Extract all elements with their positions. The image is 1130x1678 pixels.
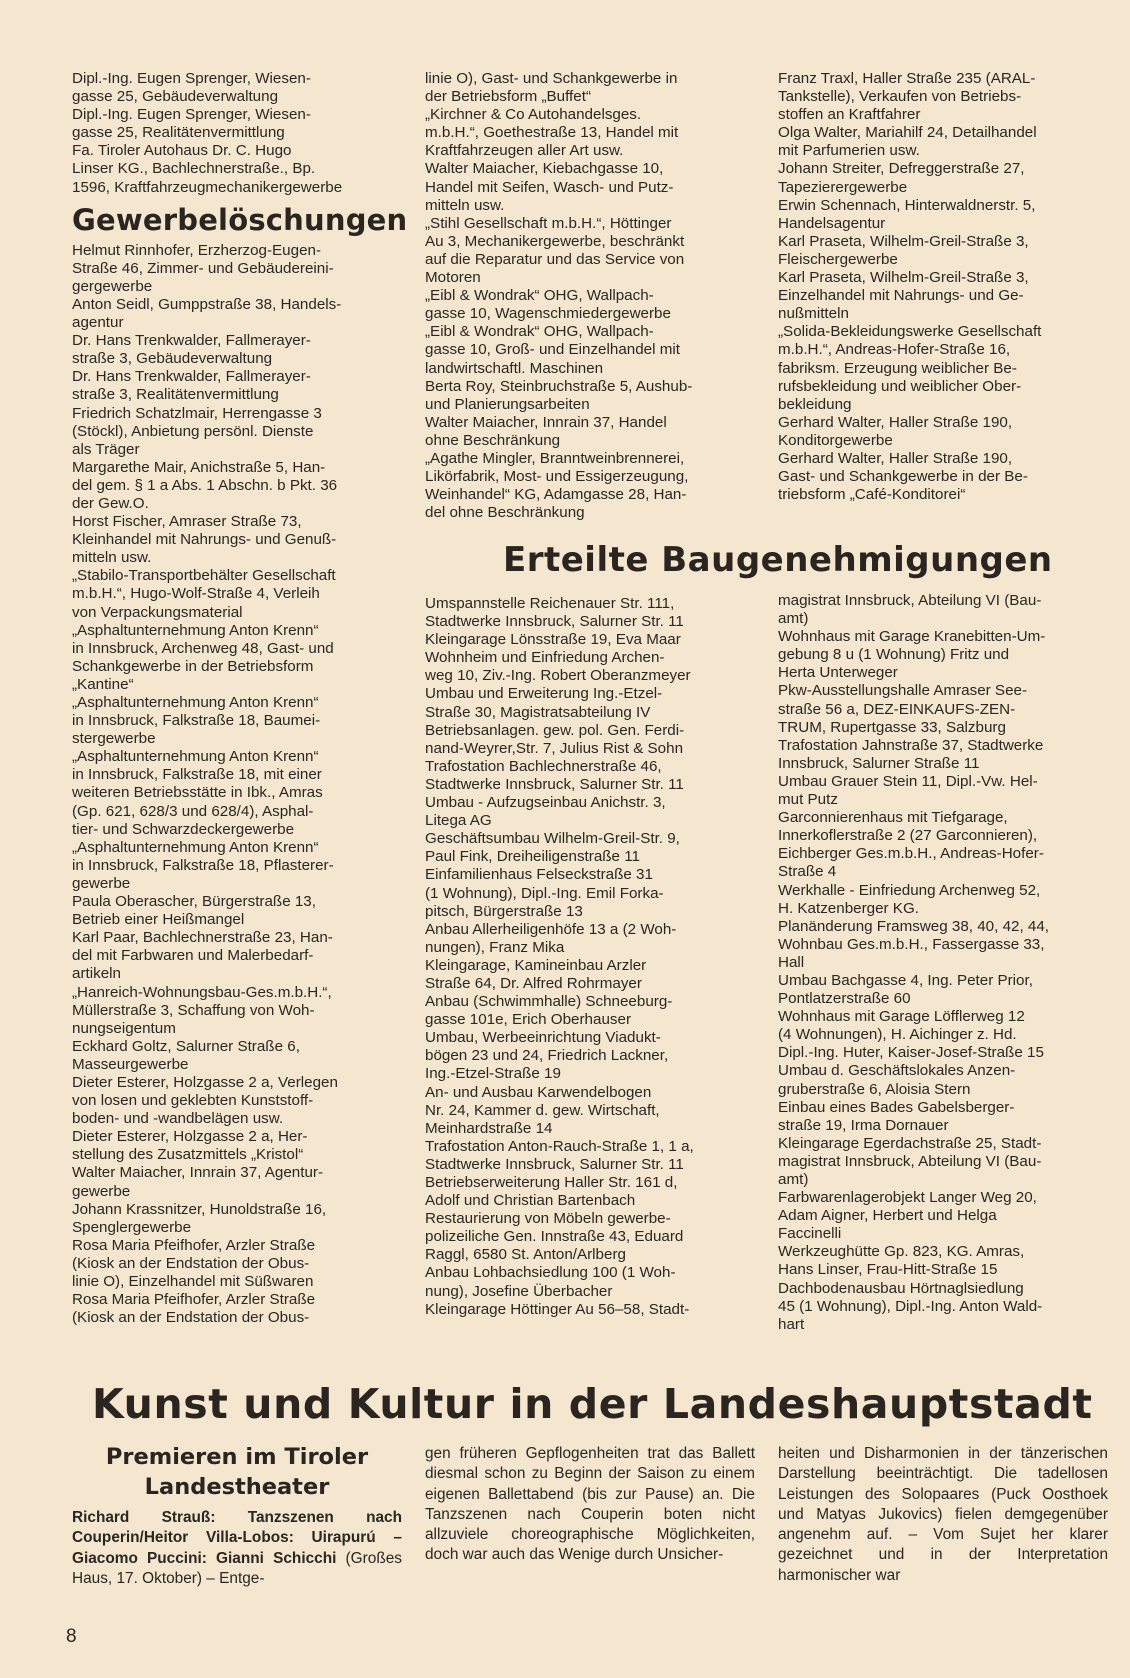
entry-line: (Gp. 621, 628/3 und 628/4), Asphal- bbox=[72, 802, 314, 820]
entry-line: Eichberger Ges.m.b.H., Andreas-Hofer- bbox=[778, 845, 1044, 863]
entry-line: Likörfabrik, Most- und Essigerzeugung, bbox=[425, 468, 689, 486]
entry-line: polizeiliche Gen. Innstraße 43, Eduard bbox=[425, 1228, 684, 1246]
entry-line: Trafostation Jahnstraße 37, Stadtwerke bbox=[778, 736, 1044, 754]
entry-line: der Gew.O. bbox=[72, 494, 149, 512]
entry-line: gebung 8 u (1 Wohnung) Fritz und bbox=[778, 646, 1010, 664]
entry-line: Straße 30, Magistratsabteilung IV bbox=[425, 703, 651, 721]
entry-line: Helmut Rinnhofer, Erzherzog-Eugen- bbox=[72, 241, 322, 259]
entry-line: gewerbe bbox=[72, 1182, 131, 1200]
entry-line: m.b.H.“, Hugo-Wolf-Straße 4, Verleih bbox=[72, 585, 320, 603]
entry-line: gergewerbe bbox=[72, 277, 153, 295]
entry-line: „Agathe Mingler, Branntweinbrennerei, bbox=[425, 449, 685, 467]
entry-line: Einzelhandel mit Nahrungs- und Ge- bbox=[778, 287, 1024, 305]
article-paragraph bbox=[72, 1508, 402, 1589]
entry-line: und Planierungsarbeiten bbox=[425, 395, 590, 413]
entry-line: Kraftfahrzeugen aller Art usw. bbox=[425, 142, 624, 160]
entry-line: pitsch, Bürgerstraße 13 bbox=[425, 902, 583, 920]
entry-line: Friedrich Schatzlmair, Herrengasse 3 bbox=[72, 404, 322, 422]
entry-line: auf die Reparatur und das Service von bbox=[425, 250, 685, 268]
article-lead-text: (Großes Haus, 17. Oktober) – Entge- bbox=[72, 1549, 402, 1587]
entry-line: Gerhard Walter, Haller Straße 190, bbox=[778, 413, 1013, 431]
entry-line: in Innsbruck, Falkstraße 18, Pflasterer- bbox=[72, 856, 334, 874]
entry-line: amt) bbox=[778, 610, 809, 628]
entry-line: Straße 4 bbox=[778, 863, 837, 881]
entry-line: tier- und Schwarzdeckergewerbe bbox=[72, 820, 295, 838]
article-paragraph: gen früheren Gepflogenheiten trat das Ballett diesmal schon zu Beginn der Saison zu einem eigenen Ballettabend (bis zur Pause) an. Die Tanzszenen nach Couperin boten nicht allzuviele choreographische Möglichkeiten, doch war auch das Wenige durch Unsicher- bbox=[425, 1445, 755, 1564]
entry-line: „Kantine“ bbox=[72, 675, 134, 693]
entry-line: Karl Paar, Bachlechnerstraße 23, Han- bbox=[72, 929, 333, 947]
entry-line: Horst Fischer, Amraser Straße 73, bbox=[72, 513, 302, 531]
entry-line: mit Parfumerien usw. bbox=[778, 142, 920, 160]
entry-line: „Stabilo-Transportbehälter Gesellschaft bbox=[72, 567, 336, 585]
entry-line: gasse 101e, Erich Oberhauser bbox=[425, 1011, 631, 1029]
entry-line: Rosa Maria Pfeifhofer, Arzler Straße bbox=[72, 1236, 316, 1254]
entry-line: Berta Roy, Steinbruchstraße 5, Aushub- bbox=[425, 377, 693, 395]
entry-line: Kleingarage Höttinger Au 56–58, Stadt- bbox=[425, 1300, 690, 1318]
entry-line: Gerhard Walter, Haller Straße 190, bbox=[778, 449, 1013, 467]
entry-line: gewerbe bbox=[72, 874, 131, 892]
entry-line: Ing.-Etzel-Straße 19 bbox=[425, 1065, 561, 1083]
entry-line: Dipl.-Ing. Eugen Sprenger, Wiesen- bbox=[72, 106, 311, 124]
entries-list bbox=[72, 70, 402, 197]
entry-line: landwirtschaftl. Maschinen bbox=[425, 359, 604, 377]
entries-list bbox=[425, 595, 755, 1319]
entry-line: 45 (1 Wohnung), Dipl.-Ing. Anton Wald- bbox=[778, 1297, 1043, 1315]
entry-line: „Stihl Gesellschaft m.b.H.“, Höttinger bbox=[425, 214, 672, 232]
entry-line: Betriebsanlagen. gew. pol. Gen. Ferdi- bbox=[425, 721, 685, 739]
article-lead-bold: Richard Strauß: Tanzszenen nach Couperin/Heitor Villa-Lobos: Uirapurú – Giacomo Puccini: Gianni Schicchi bbox=[72, 1509, 402, 1567]
entry-line: Innerkoflerstraße 2 (27 Garconnieren), bbox=[778, 827, 1038, 845]
entry-line: Dieter Esterer, Holzgasse 2 a, Her- bbox=[72, 1128, 308, 1146]
entry-line: „Eibl & Wondrak“ OHG, Wallpach- bbox=[425, 287, 654, 305]
entry-line: Olga Walter, Mariahilf 24, Detailhandel bbox=[778, 124, 1037, 142]
entry-line: Einfamilienhaus Felseckstraße 31 bbox=[425, 866, 653, 884]
entry-line: rufsbekleidung und weiblicher Ober- bbox=[778, 377, 1022, 395]
entry-line: Kleingarage, Kamineinbau Arzler bbox=[425, 956, 647, 974]
entry-line: Wohnhaus mit Garage Kranebitten-Um- bbox=[778, 628, 1046, 646]
entry-line: m.b.H.“, Andreas-Hofer-Straße 16, bbox=[778, 341, 1011, 359]
entry-line: del gem. § 1 a Abs. 1 Abschn. b Pkt. 36 bbox=[72, 476, 338, 494]
entry-line: „Hanreich-Wohnungsbau-Ges.m.b.H.“, bbox=[72, 983, 332, 1001]
column-3 bbox=[778, 70, 1108, 504]
entry-line: Karl Praseta, Wilhelm-Greil-Straße 3, bbox=[778, 232, 1029, 250]
entry-line: „Asphaltunternehmung Anton Krenn“ bbox=[72, 694, 319, 711]
entry-line: Umspannstelle Reichenauer Str. 111, bbox=[425, 595, 675, 612]
entry-line: triebsform „Café-Konditorei“ bbox=[778, 486, 966, 504]
entry-line: Faccinelli bbox=[778, 1225, 842, 1243]
entry-line: Dipl.-Ing. Huter, Kaiser-Josef-Straße 15 bbox=[778, 1044, 1044, 1062]
entry-line: Werkzeughütte Gp. 823, KG. Amras, bbox=[778, 1243, 1025, 1261]
entry-line: Dieter Esterer, Holzgasse 2 a, Verlegen bbox=[72, 1073, 338, 1091]
entry-line: Fleischergewerbe bbox=[778, 250, 898, 268]
entry-line: (4 Wohnungen), H. Aichinger z. Hd. bbox=[778, 1026, 1017, 1044]
entry-line: mut Putz bbox=[778, 791, 838, 809]
entry-line: Eckhard Goltz, Salurner Straße 6, bbox=[72, 1037, 300, 1055]
entry-line: Stadtwerke Innsbruck, Salurner Str. 11 bbox=[425, 1155, 684, 1173]
entry-line: Johann Streiter, Defreggerstraße 27, bbox=[778, 160, 1025, 178]
entry-line: Dr. Hans Trenkwalder, Fallmerayer- bbox=[72, 368, 311, 386]
entry-line: Nr. 24, Kammer d. gew. Wirtschaft, bbox=[425, 1101, 660, 1119]
article-column-1 bbox=[72, 1508, 402, 1589]
article-paragraph: heiten und Disharmonien in der tänzerischen Darstellung beeinträchtigt. Die tadellosen Leistungen des Solopaares (Puck Oosthoek und Matyas Jukovics) fielen demgegenüber angenehm auf. – Vom Sujet her klarer gezeichnet und in der Interpretation harmonischer war bbox=[778, 1445, 1108, 1584]
column-3-baugenehmigungen bbox=[778, 592, 1108, 1334]
entry-line: gasse 10, Wagenschmiedergewerbe bbox=[425, 305, 671, 323]
entry-line: von losen und geklebten Kunststoff- bbox=[72, 1092, 314, 1110]
entry-line: mitteln usw. bbox=[425, 196, 505, 214]
entry-line: gasse 25, Realitätenvermittlung bbox=[72, 124, 285, 142]
entry-line: (Stöckl), Anbietung persönl. Dienste bbox=[72, 422, 314, 440]
entries-list bbox=[425, 70, 755, 522]
entry-line: Straße 64, Dr. Alfred Rohrmayer bbox=[425, 974, 642, 992]
entry-line: Umbau und Erweiterung Ing.-Etzel- bbox=[425, 685, 663, 703]
entry-line: Hall bbox=[778, 953, 805, 971]
entry-line: straße 3, Realitätenvermittlung bbox=[72, 386, 279, 404]
entry-line: Umbau, Werbeeinrichtung Viadukt- bbox=[425, 1029, 661, 1047]
entry-line: Walter Maiacher, Innrain 37, Handel bbox=[425, 413, 667, 431]
entry-line: hart bbox=[778, 1315, 805, 1333]
entry-line: Müllerstraße 3, Schaffung von Woh- bbox=[72, 1001, 315, 1019]
entry-line: Spenglergewerbe bbox=[72, 1218, 192, 1236]
entry-line: Umbau - Aufzugseinbau Anichstr. 3, bbox=[425, 794, 666, 812]
entry-line: Johann Krassnitzer, Hunoldstraße 16, bbox=[72, 1200, 327, 1218]
entry-line: „Asphaltunternehmung Anton Krenn“ bbox=[72, 748, 319, 766]
entry-line: Pkw-Ausstellungshalle Amraser See- bbox=[778, 682, 1028, 700]
entry-line: artikeln bbox=[72, 965, 121, 983]
entry-line: 1596, Kraftfahrzeugmechanikergewerbe bbox=[72, 178, 343, 196]
heading-premieren: Premieren im Tiroler Landestheater bbox=[105, 1444, 369, 1500]
entry-line: m.b.H.“, Goethestraße 13, Handel mit bbox=[425, 124, 679, 142]
entry-line: Trafostation Bachlechnerstraße 46, bbox=[425, 757, 662, 775]
entry-line: Handelsagentur bbox=[778, 214, 886, 232]
entry-line: Paula Oberascher, Bürgerstraße 13, bbox=[72, 893, 316, 911]
entry-line: Wohnhaus mit Garage Löfflerweg 12 bbox=[778, 1008, 1025, 1026]
entry-line: Restaurierung von Möbeln gewerbe- bbox=[425, 1210, 671, 1228]
entry-line: Farbwarenlagerobjekt Langer Weg 20, bbox=[778, 1189, 1037, 1207]
entry-line: Anbau Allerheiligenhöfe 13 a (2 Woh- bbox=[425, 920, 677, 938]
entry-line: Margarethe Mair, Anichstraße 5, Han- bbox=[72, 458, 326, 476]
entry-line: straße 3, Gebäudeverwaltung bbox=[72, 350, 273, 368]
entry-line: Paul Fink, Dreiheiligenstraße 11 bbox=[425, 848, 640, 866]
entry-line: del ohne Beschränkung bbox=[425, 504, 585, 522]
entry-line: „Eibl & Wondrak“ OHG, Wallpach- bbox=[425, 323, 654, 341]
entry-line: bögen 23 und 24, Friedrich Lackner, bbox=[425, 1047, 669, 1065]
entry-line: Handel mit Seifen, Wasch- und Putz- bbox=[425, 178, 674, 196]
entries-list bbox=[72, 242, 402, 1328]
entry-line: Dipl.-Ing. Eugen Sprenger, Wiesen- bbox=[72, 70, 311, 87]
entries-list bbox=[778, 592, 1108, 1334]
entry-line: Herta Unterweger bbox=[778, 664, 898, 682]
entry-line: gruberstraße 6, Aloisia Stern bbox=[778, 1080, 971, 1098]
entry-line: nand-Weyrer,Str. 7, Julius Rist & Sohn bbox=[425, 739, 684, 757]
entry-line: del mit Farbwaren und Malerbedarf- bbox=[72, 947, 314, 965]
entry-line: Anbau (Schwimmhalle) Schneeburg- bbox=[425, 993, 673, 1011]
entry-line: Raggl, 6580 St. Anton/Arlberg bbox=[425, 1246, 626, 1264]
entry-line: ohne Beschränkung bbox=[425, 431, 561, 449]
column-1 bbox=[72, 70, 408, 1327]
entry-line: Trafostation Anton-Rauch-Straße 1, 1 a, bbox=[425, 1137, 694, 1155]
entry-line: „Kirchner & Co Autohandelsges. bbox=[425, 106, 642, 124]
entry-line: Betrieb einer Heißmangel bbox=[72, 911, 245, 929]
entry-line: Umbau Bachgasse 4, Ing. Peter Prior, bbox=[778, 971, 1033, 989]
entry-line: Walter Maiacher, Innrain 37, Agentur- bbox=[72, 1164, 323, 1182]
entry-line: amt) bbox=[778, 1171, 809, 1188]
entry-line: Fa. Tiroler Autohaus Dr. C. Hugo bbox=[72, 142, 292, 160]
entry-line: nung), Josefine Überbacher bbox=[425, 1282, 613, 1300]
entry-line: linie O), Gast- und Schankgewerbe in bbox=[425, 70, 678, 87]
entry-line: „Solida-Bekleidungswerke Gesellschaft bbox=[778, 323, 1042, 341]
entry-line: Schankgewerbe in der Betriebsform bbox=[72, 657, 314, 675]
entry-line: Wohnheim und Einfriedung Archen- bbox=[425, 649, 665, 667]
entry-line: „Asphaltunternehmung Anton Krenn“ bbox=[72, 838, 319, 856]
entry-line: Masseurgewerbe bbox=[72, 1055, 189, 1073]
entry-line: linie O), Einzelhandel mit Süßwaren bbox=[72, 1273, 314, 1290]
entry-line: Litega AG bbox=[425, 812, 492, 830]
entry-line: Geschäftsumbau Wilhelm-Greil-Str. 9, bbox=[425, 830, 680, 848]
entry-line: von Verpackungsmaterial bbox=[72, 603, 243, 621]
article-column-3 bbox=[778, 1444, 1108, 1586]
entry-line: Planänderung Framsweg 38, 40, 42, 44, bbox=[778, 917, 1050, 935]
entry-line: mitteln usw. bbox=[72, 549, 152, 567]
entry-line: straße 56 a, DEZ-EINKAUFS-ZEN- bbox=[778, 700, 1016, 718]
entry-line: Motoren bbox=[425, 269, 481, 287]
entry-line: bekleidung bbox=[778, 395, 852, 413]
entry-line: Werkhalle - Einfriedung Archenweg 52, bbox=[778, 881, 1041, 899]
entry-line: „Asphaltunternehmung Anton Krenn“ bbox=[72, 621, 319, 639]
entry-line: Betriebserweiterung Haller Str. 161 d, bbox=[425, 1174, 678, 1191]
page-number: 8 bbox=[66, 1626, 77, 1647]
entry-line: Tapezierergewerbe bbox=[778, 178, 908, 196]
entry-line: Dr. Hans Trenkwalder, Fallmerayer- bbox=[72, 332, 311, 350]
entry-line: nungen), Franz Mika bbox=[425, 938, 565, 956]
column-2-baugenehmigungen bbox=[425, 595, 755, 1319]
entry-line: stergewerbe bbox=[72, 730, 156, 748]
entries-list bbox=[778, 70, 1108, 504]
entry-line: Kleinhandel mit Nahrungs- und Genuß- bbox=[72, 531, 337, 549]
entry-line: stoffen an Kraftfahrer bbox=[778, 106, 921, 124]
entry-line: Walter Maiacher, Kiebachgasse 10, bbox=[425, 160, 664, 178]
entry-line: Umbau d. Geschäftslokales Anzen- bbox=[778, 1062, 1016, 1080]
entry-line: Straße 46, Zimmer- und Gebäudereini- bbox=[72, 259, 334, 277]
entry-line: in Innsbruck, Falkstraße 18, Baumei- bbox=[72, 712, 321, 730]
entry-line: Wohnbau Ges.m.b.H., Fassergasse 33, bbox=[778, 935, 1045, 953]
entry-line: Stadtwerke Innsbruck, Salurner Str. 11 bbox=[425, 775, 684, 793]
entry-line: Au 3, Mechanikergewerbe, beschränkt bbox=[425, 232, 685, 250]
entry-line: Erwin Schennach, Hinterwaldnerstr. 5, bbox=[778, 196, 1036, 214]
entry-line: (Kiosk an der Endstation der Obus- bbox=[72, 1309, 310, 1327]
heading-baugenehmigungen: Erteilte Baugenehmigungen bbox=[503, 540, 1053, 580]
entry-line: Umbau Grauer Stein 11, Dipl.-Vw. Hel- bbox=[778, 772, 1038, 790]
entry-line: in Innsbruck, Archenweg 48, Gast- und bbox=[72, 639, 334, 657]
entry-line: als Träger bbox=[72, 440, 140, 458]
entry-line: Hans Linser, Frau-Hitt-Straße 15 bbox=[778, 1261, 998, 1279]
entry-line: magistrat Innsbruck, Abteilung VI (Bau- bbox=[778, 1152, 1042, 1170]
entry-line: in Innsbruck, Falkstraße 18, mit einer bbox=[72, 766, 322, 784]
entry-line: Karl Praseta, Wilhelm-Greil-Straße 3, bbox=[778, 269, 1029, 287]
entry-line: Dachbodenausbau Hörtnaglsiedlung bbox=[778, 1279, 1024, 1297]
entry-line: Innsbruck, Salurner Straße 11 bbox=[778, 754, 980, 772]
entry-line: (1 Wohnung), Dipl.-Ing. Emil Forka- bbox=[425, 884, 664, 902]
entry-line: gasse 25, Gebäudeverwaltung bbox=[72, 88, 279, 106]
entry-line: Kleingarage Egerdachstraße 25, Stadt- bbox=[778, 1134, 1042, 1152]
heading-kunst-und-kultur: Kunst und Kultur in der Landeshauptstadt bbox=[92, 1380, 1093, 1428]
entry-line: Stadtwerke Innsbruck, Salurner Str. 11 bbox=[425, 613, 684, 631]
entry-line: Adam Aigner, Herbert und Helga bbox=[778, 1207, 997, 1225]
entry-line: agentur bbox=[72, 314, 124, 332]
entry-line: nungseigentum bbox=[72, 1019, 176, 1037]
entry-line: (Kiosk an der Endstation der Obus- bbox=[72, 1254, 310, 1272]
column-2 bbox=[425, 70, 755, 522]
entry-line: An- und Ausbau Karwendelbogen bbox=[425, 1083, 652, 1101]
entry-line: stellung des Zusatzmittels „Kristol“ bbox=[72, 1146, 304, 1164]
entry-line: nußmitteln bbox=[778, 305, 849, 323]
entry-line: Tankstelle), Verkaufen von Betriebs- bbox=[778, 88, 1022, 106]
entry-line: boden- und -wandbelägen usw. bbox=[72, 1110, 284, 1128]
entry-line: der Betriebsform „Buffet“ bbox=[425, 88, 592, 106]
entry-line: Anbau Lohbachsiedlung 100 (1 Woh- bbox=[425, 1264, 676, 1282]
entry-line: gasse 10, Groß- und Einzelhandel mit bbox=[425, 341, 680, 359]
entry-line: Meinhardstraße 14 bbox=[425, 1119, 553, 1137]
entry-line: Konditorgewerbe bbox=[778, 431, 893, 449]
entry-line: weiteren Betriebsstätte in Ibk., Amras bbox=[72, 784, 323, 802]
entry-line: Linser KG., Bachlechnerstraße., Bp. bbox=[72, 160, 316, 178]
entry-line: Pontlatzerstraße 60 bbox=[778, 990, 911, 1008]
heading-gewerbeloeschungen: Gewerbelöschungen bbox=[72, 202, 408, 237]
entry-line: Einbau eines Bades Gabelsberger- bbox=[778, 1098, 1015, 1116]
entry-line: fabriksm. Erzeugung weiblicher Be- bbox=[778, 359, 1017, 377]
entry-line: Garconnierenhaus mit Tiefgarage, bbox=[778, 809, 1008, 827]
entry-line: Rosa Maria Pfeifhofer, Arzler Straße bbox=[72, 1291, 316, 1309]
entry-line: straße 19, Irma Dornauer bbox=[778, 1116, 949, 1134]
entry-line: weg 10, Ziv.-Ing. Robert Oberanzmeyer bbox=[425, 667, 691, 685]
entry-line: magistrat Innsbruck, Abteilung VI (Bau- bbox=[778, 592, 1042, 609]
entry-line: H. Katzenberger KG. bbox=[778, 899, 919, 917]
entry-line: Gast- und Schankgewerbe in der Be- bbox=[778, 468, 1028, 486]
entry-line: Anton Seidl, Gumppstraße 38, Handels- bbox=[72, 295, 342, 313]
entry-line: Kleingarage Lönsstraße 19, Eva Maar bbox=[425, 631, 681, 649]
entry-line: Franz Traxl, Haller Straße 235 (ARAL- bbox=[778, 70, 1036, 87]
entry-line: TRUM, Rupertgasse 33, Salzburg bbox=[778, 718, 1006, 736]
entry-line: Adolf und Christian Bartenbach bbox=[425, 1192, 636, 1210]
article-column-2 bbox=[425, 1444, 755, 1566]
entry-line: Weinhandel“ KG, Adamgasse 28, Han- bbox=[425, 486, 687, 504]
